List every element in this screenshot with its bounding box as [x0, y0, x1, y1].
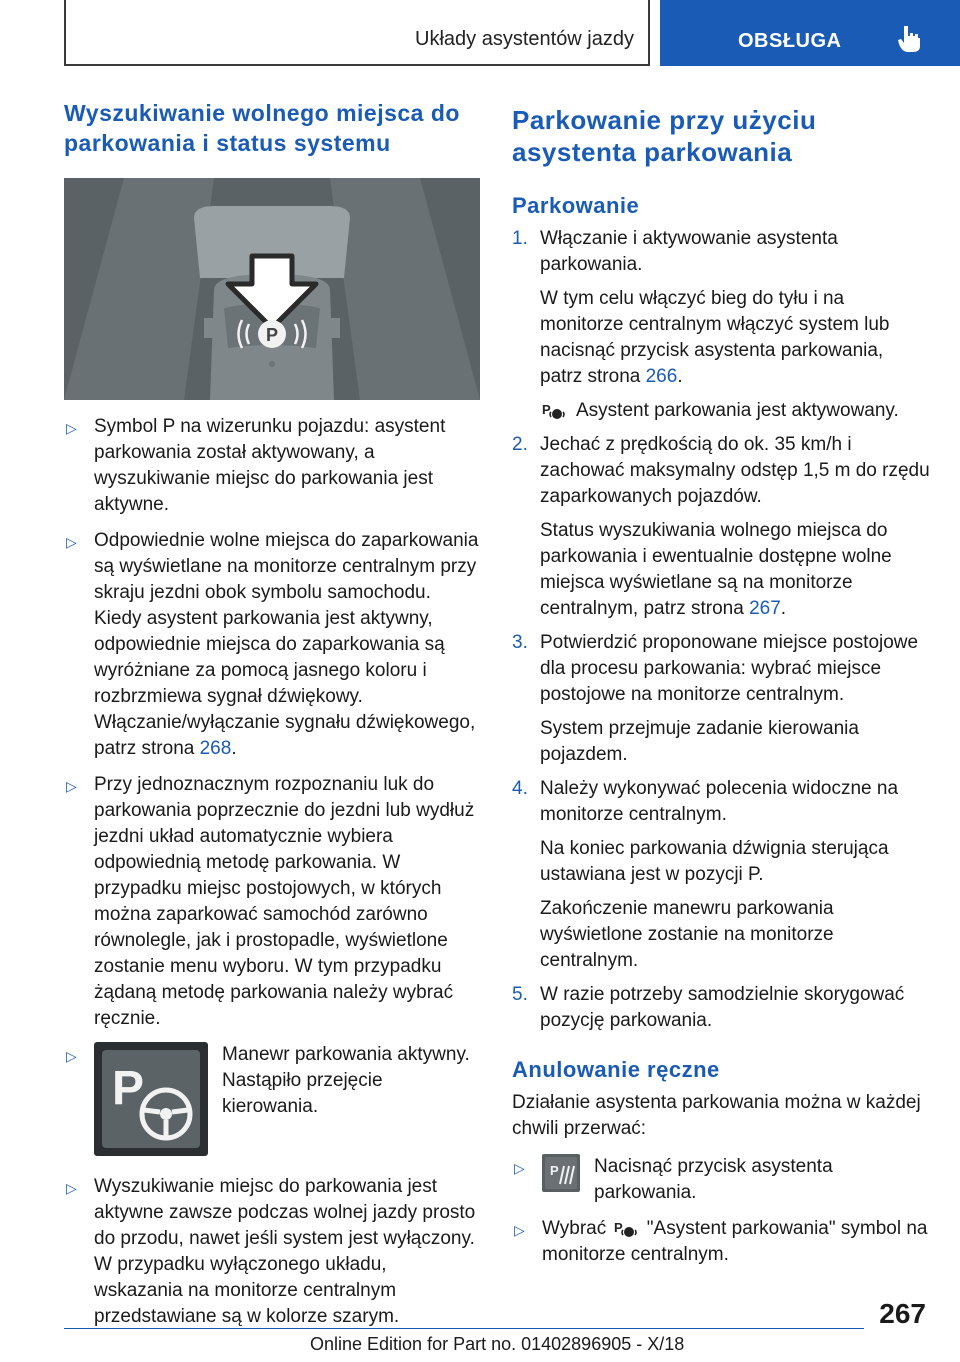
step-detail: System przejmuje zadanie kierowania pojazdem. [540, 718, 859, 765]
step-number: 3. [512, 632, 528, 653]
bullet-text: Wybrać [542, 1218, 607, 1239]
bullet-text: Symbol P na wizerunku pojazdu: asystent parkowania został aktywowany, a wyszukiwanie miejsc do parkowania jest aktywne. [94, 416, 446, 515]
subheading-parking: Parkowanie [512, 193, 640, 218]
subheading-cancel: Anulowanie ręczne [512, 1057, 720, 1082]
page-header [64, 0, 960, 66]
step-number: 1. [512, 228, 528, 249]
header-title-box [64, 0, 650, 66]
right-column [512, 98, 930, 1278]
parking-assistant-icon [540, 400, 570, 422]
page-link-266[interactable]: 266 [645, 366, 678, 387]
bullet-text: Nacisnąć przycisk asystenta parkowania. [594, 1156, 833, 1203]
step-text: Włączanie i aktywowanie asystenta parkowania. [540, 228, 838, 275]
left-column [64, 98, 480, 1340]
list-item [512, 1216, 930, 1268]
right-heading: Parkowanie przy użyciu asystenta parkowania [512, 105, 817, 167]
step-number: 5. [512, 984, 528, 1005]
step-number: 4. [512, 778, 528, 799]
svg-text:P: P [112, 1062, 145, 1115]
step-text: W razie potrzeby samodzielnie skorygować pozycję parkowania. [540, 984, 905, 1031]
triangle-bullet-icon: ▷ [514, 1160, 525, 1176]
list-item [64, 772, 480, 1032]
page-link-267[interactable]: 267 [749, 598, 781, 619]
step-item [512, 982, 930, 1034]
bullet-text: Wyszukiwanie miejsc do parkowania jest aktywne zawsze podczas wolnej jazdy prosto do przodu, nawet jeśli system jest wyłączony. W przypadku wyłączonego układu, wskazania na monitorze centralnym przedstawiane są w kolorze szarym. [94, 1176, 476, 1327]
left-heading: Wyszukiwanie wolnego miejsca do parkowania i status systemu [64, 100, 460, 156]
step-item: 2. Jechać z prędkością do ok. 35 km/h i zachować maksymalny odstęp 1,5 m do rzędu zaparkowanych pojazdów. Status wyszukiwania wolnego miejsca do parkowania i ewentualnie dostępne wolne miejsca wyświetlane są na monitorze centralnym, patrz strona 267. [512, 434, 930, 619]
parking-assistant-icon[interactable] [612, 1218, 642, 1240]
steering-takeover-label: Nastąpiło przejęcie kierowania. [222, 1070, 383, 1117]
footer-divider [64, 1328, 864, 1329]
figure-p-symbol: P [265, 325, 279, 345]
step-detail: Na koniec parkowania dźwignia sterująca ustawiana jest w pozycji P. [540, 838, 889, 885]
step-detail: W tym celu włączyć bieg do tyłu i na monitorze centralnym włączyć system lub nacisnąć przycisk asystenta parkowania, patrz strona [540, 288, 890, 387]
triangle-bullet-icon: ▷ [514, 1222, 525, 1238]
status-bullet-list [64, 414, 480, 1330]
parking-steering-tile-icon [94, 1042, 208, 1156]
chapter-tab-label: OBSŁUGA [738, 30, 842, 52]
triangle-bullet-icon: ▷ [66, 1180, 77, 1196]
step-detail: Status wyszukiwania wolnego miejsca do parkowania i ewentualnie dostępne wolne miejsca wyświetlane są na monitorze centralnym, patrz strona [540, 520, 892, 619]
list-item [64, 1174, 480, 1330]
list-item [64, 414, 480, 518]
list-item: ▷ Odpowiednie wolne miejsca do zaparkowania są wyświetlane na monitorze centralnym przy skraju jezdni obok symbolu samochodu. Kiedy asystent parkowania jest aktywny, odpowiednie miejsca do zaparkowania są wyróżniane za pomocą jasnego koloru i rozbrzmiewa sygnał dźwiękowy. Włączanie/wyłączanie sygnału dźwiękowego, patrz strona 268. [66, 530, 479, 759]
svg-text:P: P [550, 1163, 559, 1178]
vehicle-display-illustration [64, 178, 480, 400]
svg-text:P: P [613, 1219, 623, 1235]
triangle-bullet-icon: ▷ [66, 420, 77, 436]
section-title: Układy asystentów jazdy [415, 28, 634, 50]
list-item [512, 1154, 930, 1206]
hand-pointer-icon [896, 24, 922, 54]
page-link-268[interactable]: 268 [199, 738, 232, 759]
parking-status-figure [64, 178, 480, 400]
step-item [512, 630, 930, 768]
step-text: Należy wykonywać polecenia widoczne na monitorze centralnym. [540, 778, 899, 825]
triangle-bullet-icon: ▷ [66, 1048, 77, 1064]
triangle-bullet-icon: ▷ [66, 778, 77, 794]
svg-text:P: P [542, 402, 551, 417]
chapter-tab[interactable] [660, 0, 960, 66]
step-item: 1. Włączanie i aktywowanie asystenta parkowania. W tym celu włączyć bieg do tyłu i na monitorze centralnym włączyć system lub nacisnąć przycisk asystenta parkowania, patrz strona 266. P Asystent parkowania jest aktywowany. [512, 226, 930, 424]
step-status: Asystent parkowania jest aktywowany. [576, 400, 899, 421]
step-item [512, 776, 930, 974]
step-detail: Zakończenie manewru parkowania wyświetlone zostanie na monitorze centralnym. [540, 898, 834, 971]
list-item [64, 1042, 480, 1156]
edition-note: Online Edition for Part no. 01402896905 - X/18 [310, 1334, 685, 1354]
maneuver-active-label: Manewr parkowania aktywny. [222, 1044, 470, 1065]
triangle-bullet-icon: ▷ [66, 534, 77, 550]
parking-assist-button-icon [542, 1154, 580, 1192]
step-text: Potwierdzić proponowane miejsce postojowe dla procesu parkowania: wybrać miejsce postojowe na monitorze centralnym. [540, 632, 919, 705]
bullet-text: "Asystent parkowania" symbol na monitorze centralnym. [542, 1218, 928, 1265]
bullet-text: Przy jednoznacznym rozpoznaniu luk do parkowania poprzecznie do jezdni lub wydłuż jezdni układ automatycznie wybiera odpowiednią metodę parkowania. W przypadku miejsc postojowych, w których można zaparkować samochód zarówno równolegle, jak i prostopadle, wyświetlone zostanie menu wyboru. W tym przypadku żądaną metodę parkowania należy wybrać ręcznie. [94, 774, 475, 1029]
cancel-intro: Działanie asystenta parkowania można w każdej chwili przerwać: [512, 1092, 921, 1139]
page-number: 267 [879, 1298, 926, 1329]
cancel-bullet-list [512, 1154, 930, 1268]
step-number: 2. [512, 434, 528, 455]
step-text: Jechać z prędkością do ok. 35 km/h i zachować maksymalny odstęp 1,5 m do rzędu zaparkowanych pojazdów. [540, 434, 930, 507]
parking-steps-list [512, 226, 930, 1034]
bullet-text: Odpowiednie wolne miejsca do zaparkowania są wyświetlane na monitorze centralnym przy skraju jezdni obok symbolu samochodu. Kiedy asystent parkowania jest aktywny, odpowiednie miejsca do zaparkowania są wyróżniane za pomocą jasnego koloru i rozbrzmiewa sygnał dźwiękowy. Włączanie/wyłączanie sygnału dźwiękowego, patrz strona [94, 530, 479, 759]
